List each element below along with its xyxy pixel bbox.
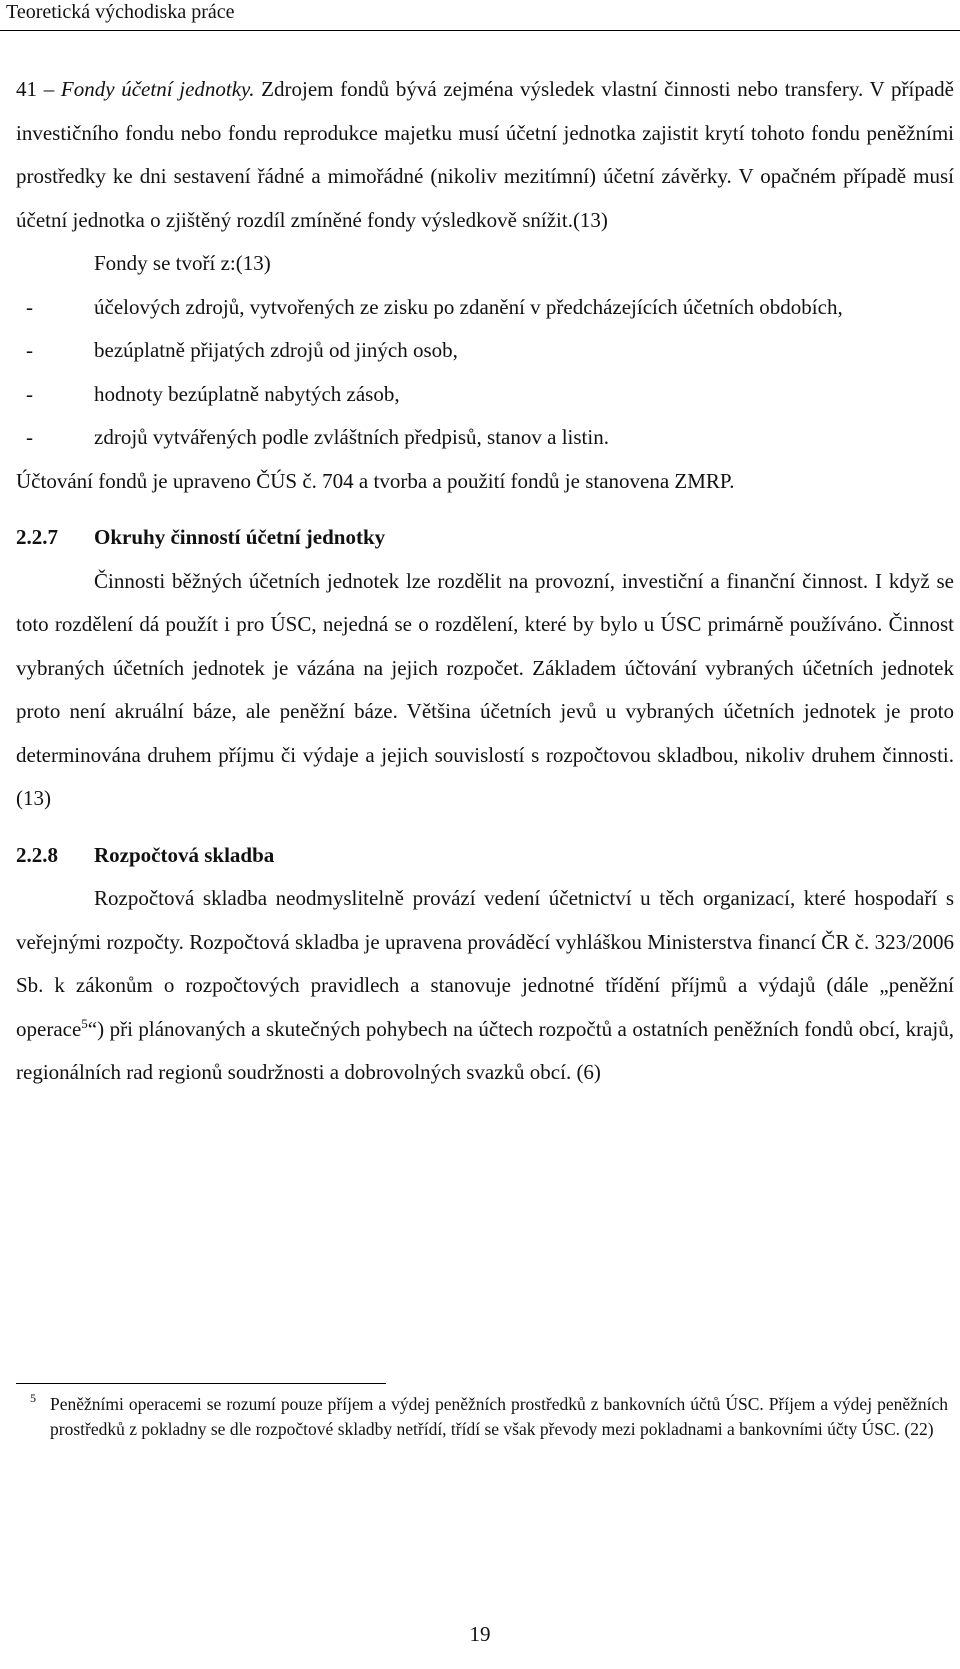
header-rule (0, 30, 960, 31)
list-dash: - (26, 294, 33, 319)
footnote-reference: 5 (81, 1015, 88, 1031)
footnote-mark: 5 (30, 1391, 36, 1405)
list-item (16, 286, 954, 330)
section-heading-228 (16, 834, 954, 878)
list-item (16, 416, 954, 460)
footnote-rule (16, 1383, 386, 1384)
paragraph-41-number: 41 – (16, 77, 61, 101)
section-227-text: Činnosti běžných účetních jednotek lze rozdělit na provozní, investiční a finanční činnost. I když se toto rozdělení dá použít i pro ÚSC, nejedná se o rozdělení, které by bylo u ÚSC primárně používáno. Činnost vybraných účetních jednotek je vázána na jejich rozpočet. Základem účtování vybraných účetních jednotek proto není akruální báze, ale peněžní báze. Většina účetních jevů u vybraných účetních jednotek je proto determinována druhem příjmu či výdaje a jejich souvislostí s rozpočtovou skladbou, nikoliv druhem činnosti. (13) (16, 568, 954, 810)
page-header (0, 0, 960, 36)
funds-list (16, 286, 954, 460)
page-content (16, 68, 954, 1095)
list-item-text: hodnoty bezúplatně nabytých zásob, (94, 381, 400, 406)
section-228-text (16, 877, 954, 1095)
paragraph-41-text: Zdrojem fondů bývá zejména výsledek vlastní činnosti nebo transfery. V případě investičního fondu nebo fondu reprodukce majetku musí účetní jednotka zajistit krytí tohoto fondu peněžními prostředky ke dni sestavení řádné a mimořádné (nikoliv mezitímní) účetní závěrky. V opačném případě musí účetní jednotka o zjištěný rozdíl zmíněné fondy výsledkově snížit.(13) (16, 77, 955, 232)
list-item (16, 329, 954, 373)
header-title: Teoretická východiska práce (6, 1, 235, 23)
list-item-text: bezúplatně přijatých zdrojů od jiných osob, (94, 338, 458, 362)
footnote-text: Peněžními operacemi se rozumí pouze příjem a výdej peněžních prostředků z bankovních účtů ÚSC. Příjem a výdej peněžních prostředků z pokladny se dle rozpočtové skladby netřídí, třídí se však převody mezi pokladnami a bankovními účty ÚSC. (22) (50, 1394, 948, 1439)
funds-intro: Fondy se tvoří z:(13) (94, 251, 271, 275)
paragraph-41-italic: Fondy účetní jednotky. (60, 77, 255, 101)
list-item-text: zdrojů vytvářených podle zvláštních předpisů, stanov a listin. (94, 425, 609, 449)
list-dash: - (26, 381, 33, 406)
list-item (16, 373, 954, 417)
list-dash: - (26, 338, 33, 362)
section-number: 2.2.8 (16, 842, 58, 867)
footnote (30, 1391, 948, 1442)
section-228-text-after: “) při plánovaných a skutečných pohybech na účtech rozpočtů a ostatních peněžních fondů obcí, krajů, regionálních rad regionů soudržnosti a dobrovolných svazků obcí. (6) (16, 1016, 954, 1084)
section-228-text-before: Rozpočtová skladba neodmyslitelně provází vedení účetnictví u těch organizací, které hospodaří s veřejnými rozpočty. Rozpočtová skladba je upravena prováděcí vyhláškou Ministerstva financí ČR č. 323/2006 Sb. k zákonům o rozpočtových pravidlech a stanovuje jednotné třídění příjmů a výdajů (dále „peněžní operace (16, 886, 954, 1041)
section-number: 2.2.7 (16, 525, 58, 549)
funds-note: Účtování fondů je upraveno ČÚS č. 704 a tvorba a použití fondů je stanovena ZMRP. (16, 468, 735, 493)
section-heading-227 (16, 516, 954, 560)
section-title: Okruhy činností účetní jednotky (94, 525, 386, 549)
page-number: 19 (469, 1622, 491, 1646)
list-dash: - (26, 425, 33, 449)
section-title: Rozpočtová skladba (94, 842, 275, 867)
list-item-text: účelových zdrojů, vytvořených ze zisku po zdanění v předcházejících účetních obdobích, (94, 294, 843, 319)
paragraph-41 (16, 68, 954, 242)
